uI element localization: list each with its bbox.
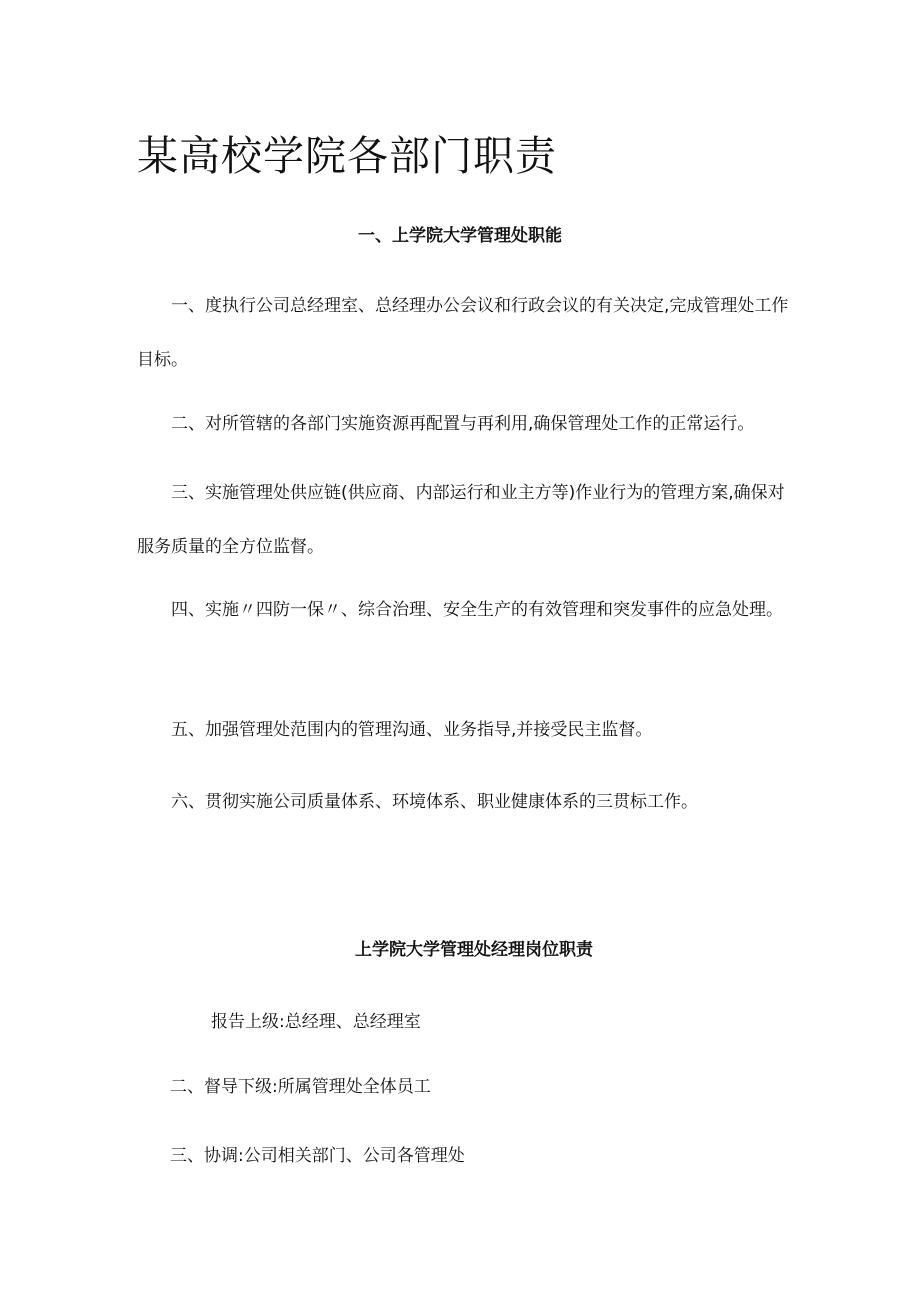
duty-item-3: 三、协调:公司相关部门、公司各管理处 — [170, 1146, 465, 1166]
section-heading-manager-duties: 上学院大学管理处经理岗位职责 — [355, 940, 593, 960]
duty-item-1: 报告上级:总经理、总经理室 — [211, 1012, 421, 1032]
function-item-5: 五、加强管理处范围内的管理沟通、业务指导,并接受民主监督。 — [171, 720, 653, 740]
function-item-6: 六、贯彻实施公司质量体系、环境体系、职业健康体系的三贯标工作。 — [171, 792, 698, 812]
document-title: 某高校学院各部门职责 — [137, 132, 557, 180]
duty-item-2: 二、督导下级:所属管理处全体员工 — [170, 1077, 431, 1097]
function-item-3: 三、实施管理处供应链(供应商、内部运行和业主方等)作业行为的管理方案,确保对服务质量的全方位监督。 — [137, 483, 785, 557]
function-item-1: 一、度执行公司总经理室、总经理办公会议和行政会议的有关决定,完成管理处工作目标。 — [137, 296, 789, 370]
function-item-4: 四、实施〃四防一保〃、综合治理、安全生产的有效管理和突发事件的应急处理。 — [171, 600, 783, 620]
section-heading-functions: 一、上学院大学管理处职能 — [358, 226, 562, 246]
function-item-2: 二、对所管辖的各部门实施资源再配置与再利用,确保管理处工作的正常运行。 — [171, 414, 755, 434]
